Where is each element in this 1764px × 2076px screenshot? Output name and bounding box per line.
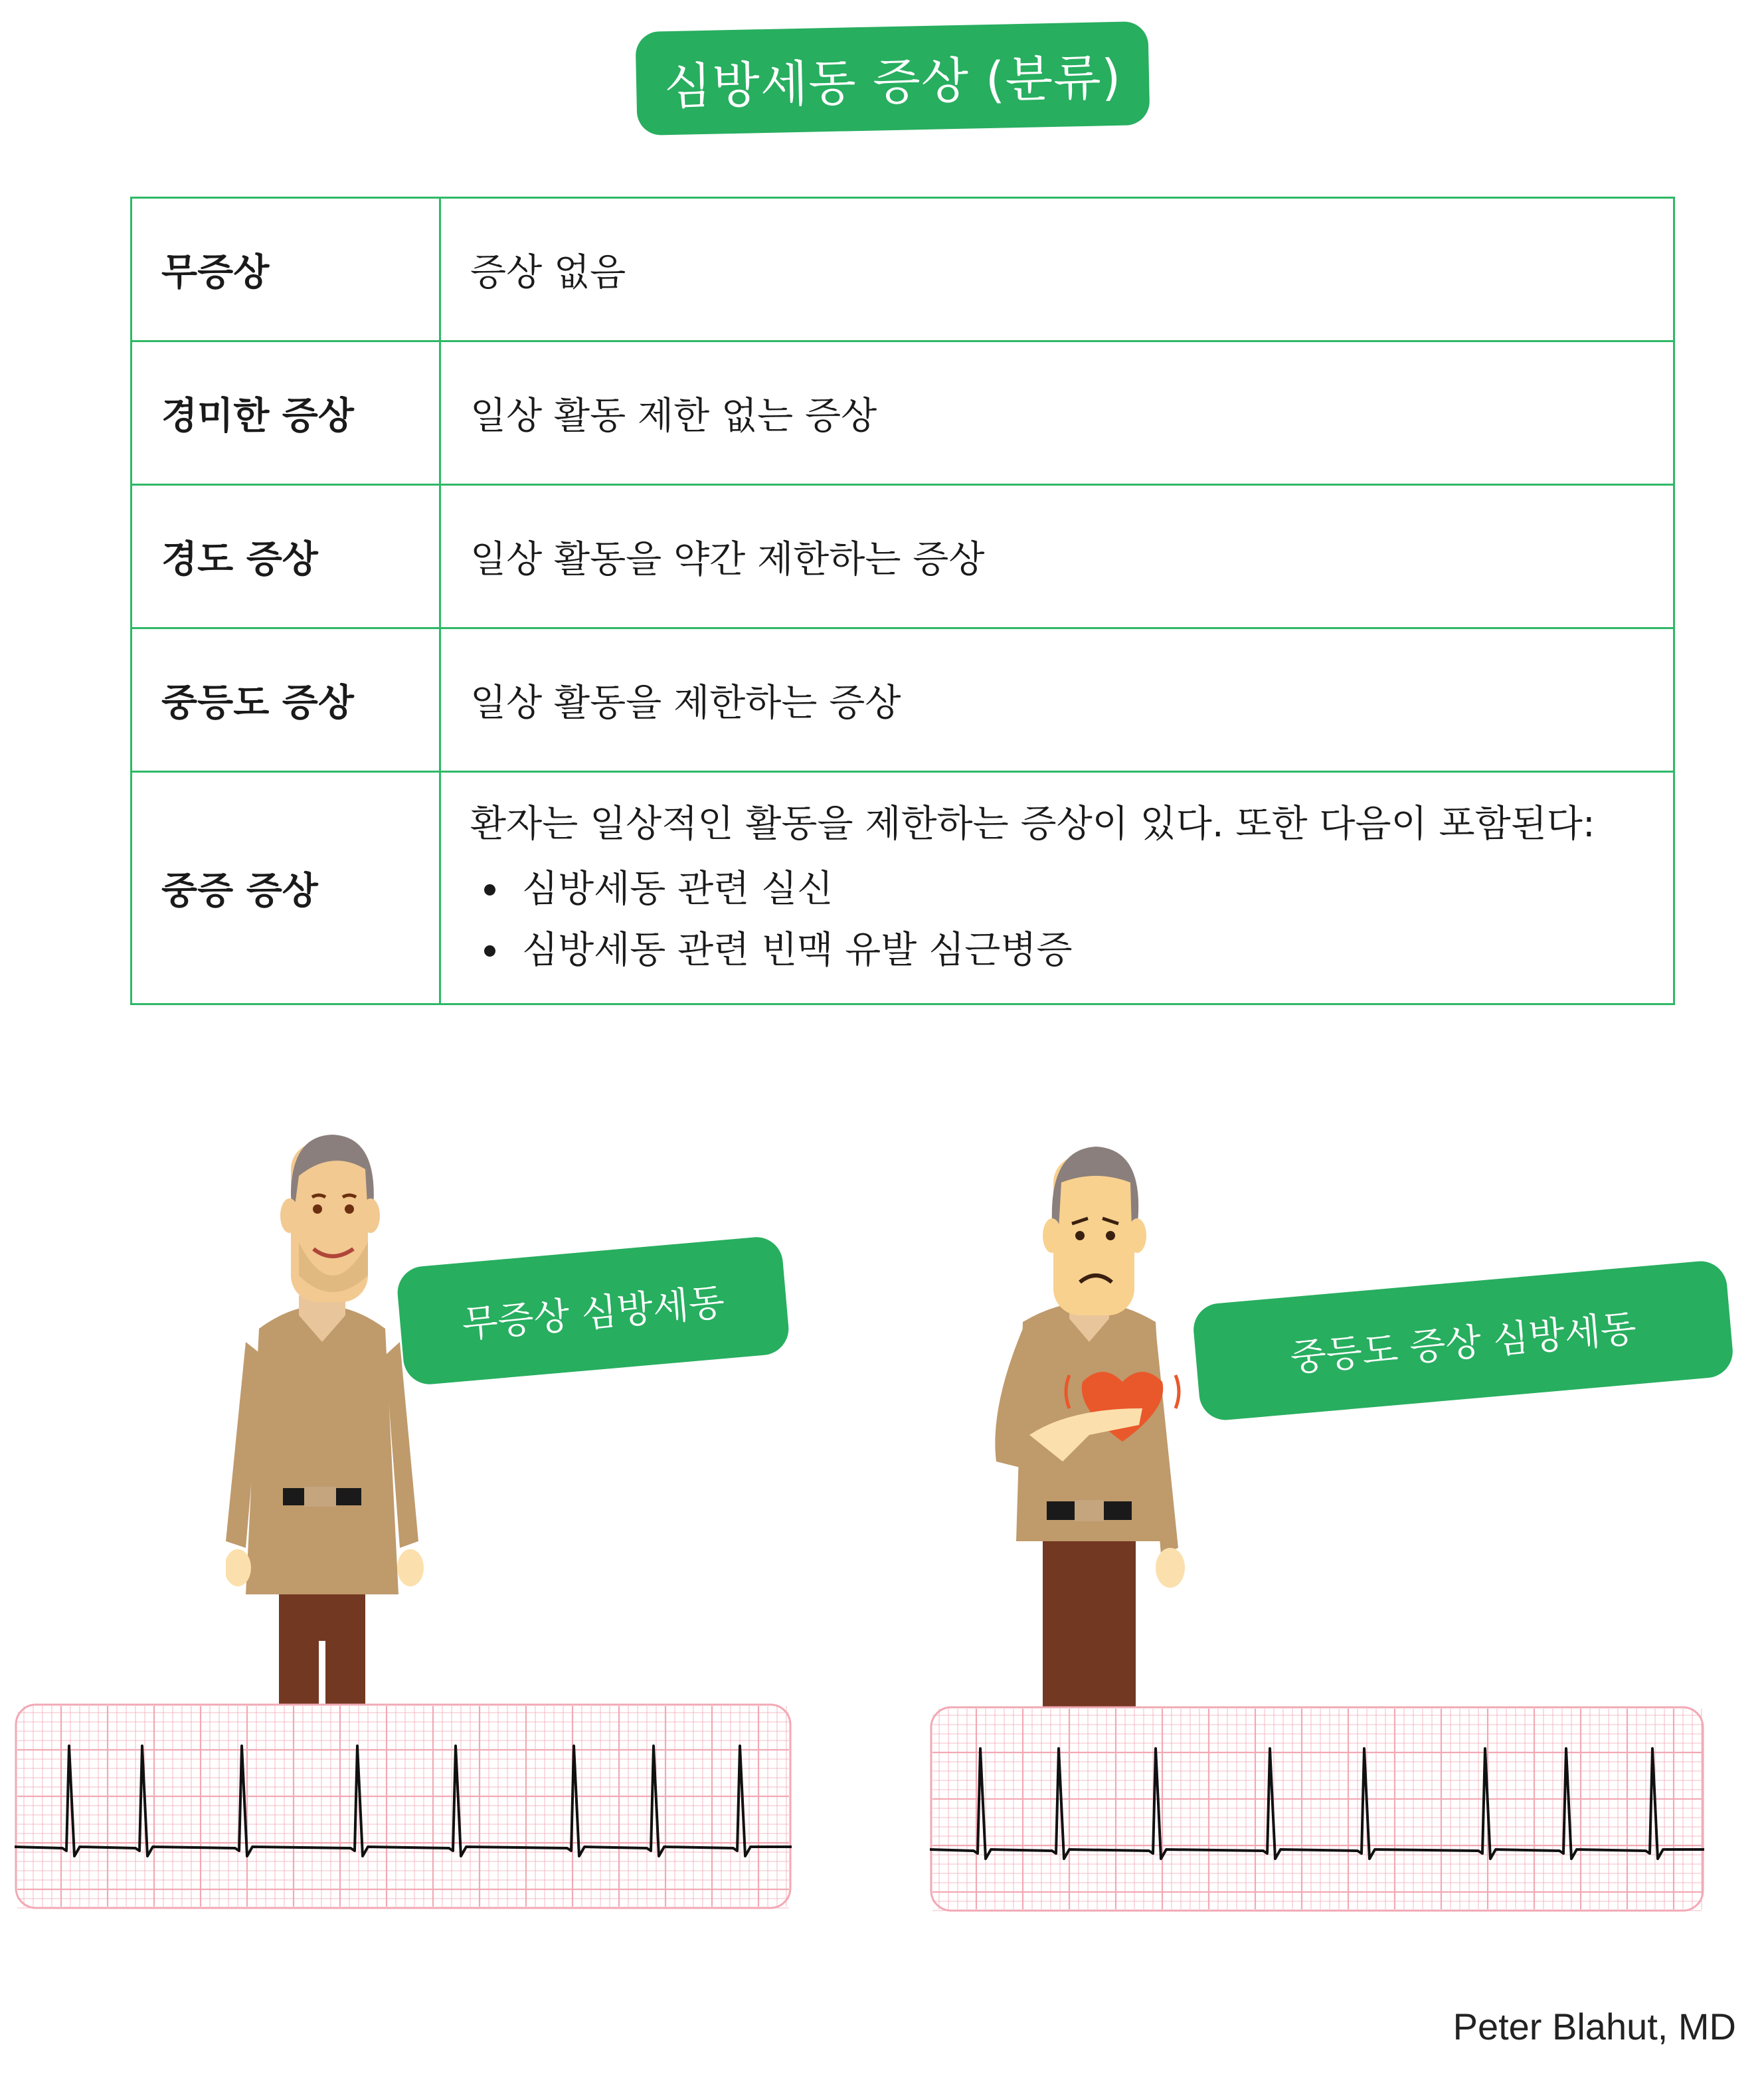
list-item: • 심방세동 관련 빈맥 유발 심근병증	[511, 921, 1673, 974]
table-row	[132, 485, 1674, 628]
author-credit: Peter Blahut, MD	[1453, 2006, 1736, 2047]
description-cell: 일상 활동 제한 없는 증상	[440, 341, 1674, 485]
category-cell: 경미한 증상	[132, 341, 440, 485]
description-cell	[440, 772, 1674, 1004]
table-row	[132, 341, 1674, 485]
description-cell: 일상 활동을 약간 제한하는 증상	[440, 485, 1674, 628]
distressed-man-illustration	[990, 1129, 1255, 1714]
list-item: • 심방세동 관련 실신	[511, 860, 1673, 913]
description-cell: 증상 없음	[440, 198, 1674, 341]
table-row	[132, 628, 1674, 772]
right-label-bubble	[1191, 1259, 1735, 1422]
category-cell: 중등도 증상	[132, 628, 440, 772]
ecg-strip-right	[930, 1706, 1704, 1912]
table-row	[132, 198, 1674, 341]
category-cell: 중증 증상	[132, 772, 440, 1004]
calm-man-illustration	[226, 1116, 478, 1714]
category-cell: 경도 증상	[132, 485, 440, 628]
bullet-list	[470, 860, 1673, 974]
title-banner	[635, 21, 1150, 136]
right-label: 중등도 증상 심방세동	[1288, 1307, 1638, 1380]
description-cell: 일상 활동을 제한하는 증상	[440, 628, 1674, 772]
page-title: 심방세동 증상 (분류)	[663, 48, 1122, 116]
left-label: 무증상 심방세동	[460, 1280, 727, 1347]
ecg-strip-left	[15, 1703, 792, 1909]
symptom-table	[130, 197, 1675, 1005]
category-cell: 무증상	[132, 198, 440, 341]
table-row	[132, 772, 1674, 1004]
description-text: 환자는 일상적인 활동을 제한하는 증상이 있다. 또한 다음이 포함된다:	[470, 802, 1595, 846]
